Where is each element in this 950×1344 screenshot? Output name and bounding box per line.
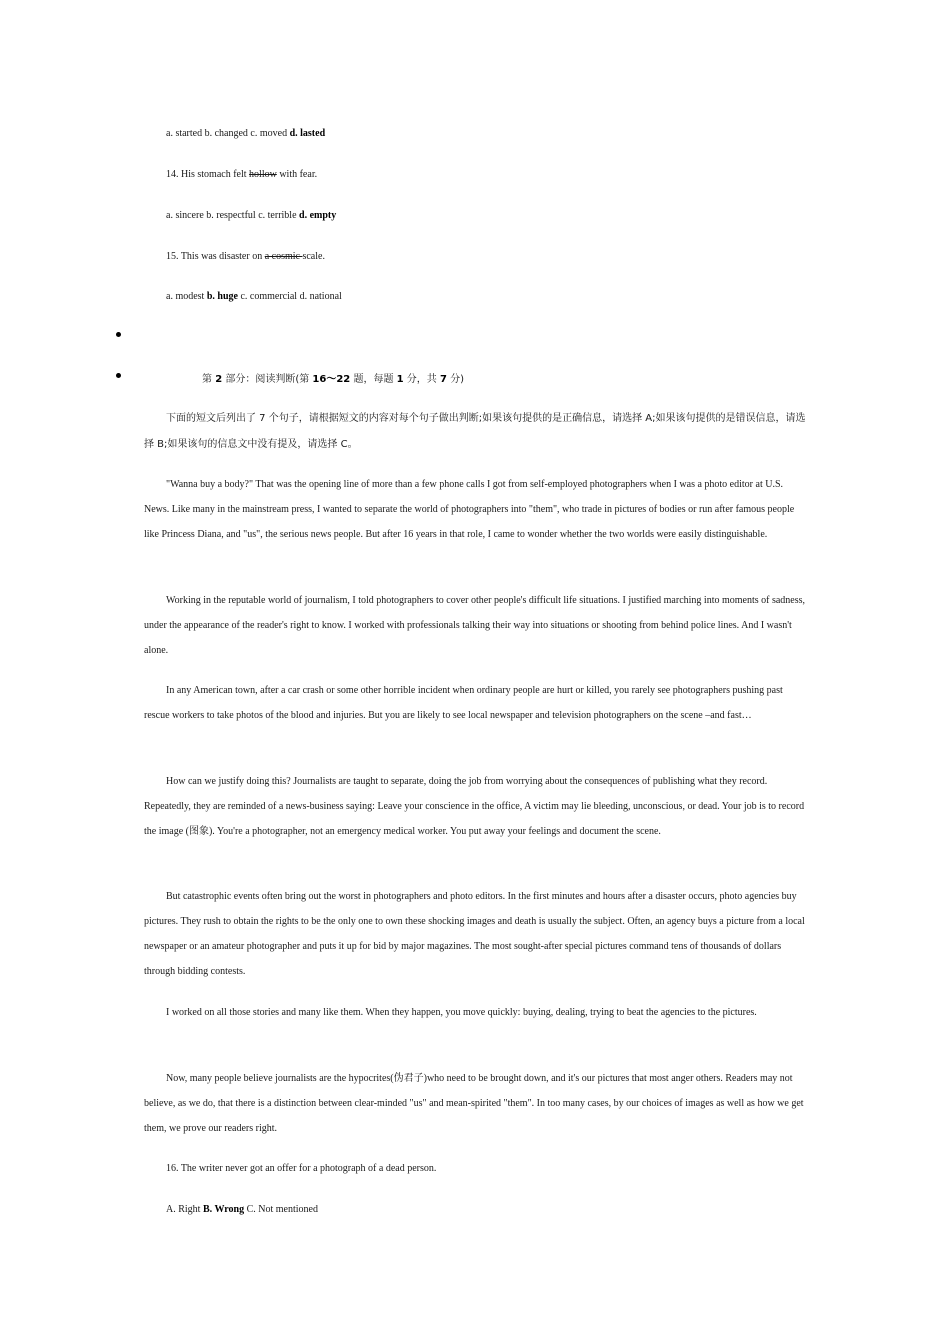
q16-options bbox=[166, 1203, 318, 1217]
passage-paragraph-1: "Wanna buy a body?" That was the opening line of more than a few phone calls I got from self-employed photographers when I was a photo editor at U.S. News. Like many in the mainstream press, I wanted to separate the world of photographers into "them", who trade in pictures of bodies or run after famous people like Princess Diana, and "us", the serious news people. But after 16 years in that role, I came to wonder whether the two worlds were easily distinguishable. bbox=[144, 479, 795, 540]
header-num: 1 bbox=[396, 374, 404, 385]
q13-option-c: c. moved bbox=[250, 128, 288, 139]
q15-options bbox=[166, 290, 342, 304]
q13-option-d-answer: d. lasted bbox=[289, 128, 326, 139]
passage-paragraph-4: How can we justify doing this? Journalists are taught to separate, doing the job from worrying about the consequences of publishing what they record. Repeatedly, they are reminded of a news-business saying: Leave your conscience in the office, A victim may lie bleeding, unconscious, or dead. Your job is to record the image (图象). You're a photographer, not an emergency medical worker. You put away your feelings and document the scene. bbox=[144, 776, 805, 837]
q14-option-d-answer: d. empty bbox=[299, 210, 337, 221]
passage-paragraph-6: I worked on all those stories and many like them. When they happen, you move quickly: buying, dealing, trying to beat the agencies to the pictures. bbox=[166, 1007, 757, 1018]
bullet-icon bbox=[116, 332, 121, 337]
header-text: 部分：阅读判断(第 bbox=[222, 374, 313, 385]
header-text: 分，共 bbox=[403, 374, 440, 385]
q15-question bbox=[166, 250, 325, 264]
q14-option-b: b. respectful bbox=[206, 210, 256, 221]
q15-option-a: a. modest bbox=[166, 291, 205, 302]
section-2-header bbox=[202, 373, 464, 387]
q15-suffix: scale. bbox=[302, 251, 325, 262]
q14-option-c: c. terrible bbox=[258, 210, 297, 221]
q13-option-a: a. started bbox=[166, 128, 203, 139]
passage-paragraph-7: Now, many people believe journalists are the hypocrites(伪君子)who need to be brought down, and it's our pictures that most anger others. Readers may not believe, as we do, that there is a distinction between clear-minded "us" and mean-spirited "them". In too many cases, by our choices of images as well as how we get them, we prove our readers right. bbox=[144, 1073, 804, 1134]
q15-option-d: d. national bbox=[299, 291, 342, 302]
q13-option-b: b. changed bbox=[204, 128, 248, 139]
q13-options bbox=[166, 127, 325, 141]
bullet-icon bbox=[116, 373, 121, 378]
q14-suffix: with fear. bbox=[276, 169, 318, 180]
q14-options bbox=[166, 209, 336, 223]
q15-option-c: c. commercial bbox=[240, 291, 298, 302]
passage-paragraph-3: In any American town, after a car crash or some other horrible incident when ordinary people are hurt or killed, you rarely see photographers pushing past rescue workers to take photos of the blood and injuries. But you are likely to see local newspaper and television photographers on the scene –and fast… bbox=[144, 685, 783, 721]
q15-prefix: 15. This was disaster on bbox=[166, 251, 265, 262]
header-text: 题，每题 bbox=[350, 374, 397, 385]
q14-option-a: a. sincere bbox=[166, 210, 204, 221]
passage-paragraph-5: But catastrophic events often bring out the worst in photographers and photo editors. In the first minutes and hours after a disaster occurs, photo agencies buy pictures. They rush to obtain the rights to be the only one to own these shocking images and death is usually the subject. Often, an agency buys a picture from a local newspaper or an amateur photographer and puts it up for bid by major magazines. The most sought-after special pictures command tens of thousands of dollars through bidding contests. bbox=[144, 891, 805, 977]
q16-question: 16. The writer never got an offer for a photograph of a dead person. bbox=[166, 1163, 437, 1174]
header-range: 16～22 bbox=[312, 374, 351, 385]
header-num: 7 bbox=[439, 374, 447, 385]
header-text: 第 bbox=[202, 374, 216, 385]
header-num: 2 bbox=[215, 374, 223, 385]
q14-struck-word: hollow bbox=[249, 169, 277, 180]
q14-question bbox=[166, 168, 317, 182]
passage-paragraph-2: Working in the reputable world of journalism, I told photographers to cover other people's difficult life situations. I justified marching into moments of sadness, under the appearance of the reader's right to know. I worked with professionals talking their way into situations or shooting from behind police lines. And I wasn't alone. bbox=[144, 595, 806, 656]
q15-option-b-answer: b. huge bbox=[206, 291, 238, 302]
section-2-instructions: 下面的短文后列出了 7 个句子，请根据短文的内容对每个句子做出判断;如果该句提供的是正确信息，请选择 A;如果该句提供的是错误信息，请选择 B;如果该句的信息文中没有提及，请选择 C。 bbox=[144, 413, 806, 450]
header-text: 分) bbox=[446, 374, 465, 385]
q16-option-a: A. Right bbox=[166, 1204, 201, 1215]
q16-option-c: C. Not mentioned bbox=[246, 1204, 318, 1215]
q16-option-b-answer: B. Wrong bbox=[202, 1204, 245, 1215]
q14-prefix: 14. His stomach felt bbox=[166, 169, 250, 180]
q15-struck-word: a cosmic bbox=[264, 251, 303, 262]
